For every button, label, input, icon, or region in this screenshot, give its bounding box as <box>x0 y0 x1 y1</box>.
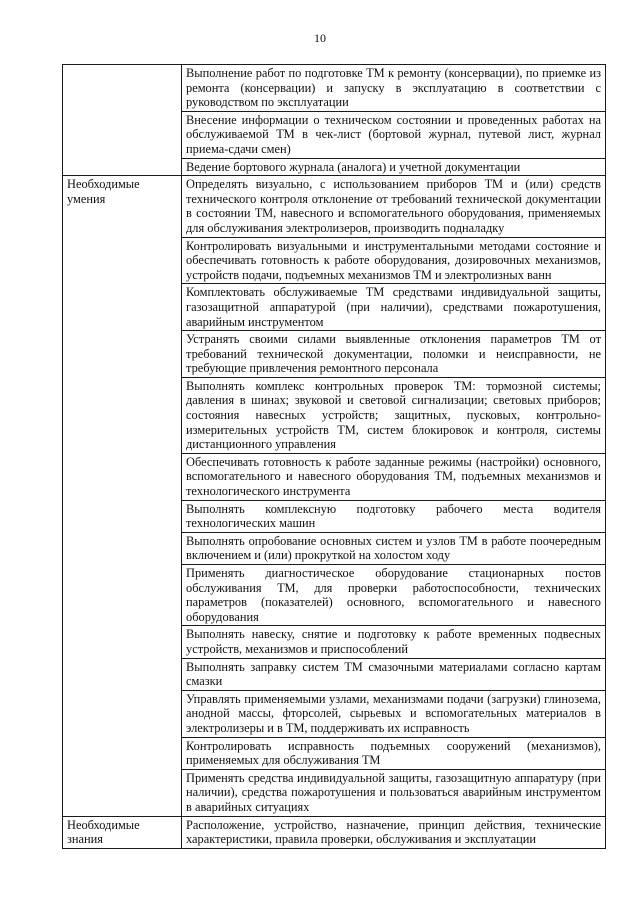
table-cell: Выполнение работ по подготовке ТМ к ремонту (консервации), по приемке из ремонта (консервации) и запуску в эксплуатацию в соответствии с руководством по эксплуатации <box>182 65 606 112</box>
table-cell: Выполнять комплексную подготовку рабочего места водителя технологических машин <box>182 500 606 532</box>
table-cell: Контролировать исправность подъемных сооружений (механизмов), применяемых для обслуживания ТМ <box>182 737 606 769</box>
section-label: Необходимые умения <box>63 176 182 816</box>
section-label <box>63 65 182 176</box>
table-cell: Управлять применяемыми узлами, механизмами подачи (загрузки) глинозема, анодной массы, фторсолей, сырьевых и вспомогательных материалов в электролизеры и в ТМ, поддерживать их исправность <box>182 690 606 737</box>
table-cell: Обеспечивать готовность к работе заданные режимы (настройки) основного, вспомогательного и навесного оборудования ТМ, подъемных механизмов и технологического инструмента <box>182 453 606 500</box>
page-number: 10 <box>314 31 326 45</box>
table-cell: Применять средства индивидуальной защиты, газозащитную аппаратуру (при наличии), средства пожаротушения и пользоваться аварийным инструментом в аварийных ситуациях <box>182 769 606 816</box>
table-cell: Внесение информации о техническом состоянии и проведенных работах на обслуживаемой ТМ в чек-лист (бортовой журнал, путевой лист, журнал приема-сдачи смен) <box>182 111 606 158</box>
table-cell: Применять диагностическое оборудование стационарных постов обслуживания ТМ, для проверки работоспособности, технических параметров (показателей) основного, вспомогательного и навесного оборудования <box>182 565 606 626</box>
table-cell: Определять визуально, с использованием приборов ТМ и (или) средств технического контроля отклонение от требований технической документации в состоянии ТМ, навесного и вспомогательного оборудования, применяемых для обслуживания электролизеров, производить подналадку <box>182 176 606 237</box>
table-cell: Выполнять заправку систем ТМ смазочными материалами согласно картам смазки <box>182 658 606 690</box>
table-cell: Выполнять комплекс контрольных проверок ТМ: тормозной системы; давления в шинах; звуковой и световой сигнализации; световых приборов; состояния навесных устройств; защитных, пусковых, контрольно-измерительных устройств ТМ, систем блокировок и контроля, системы дистанционного управления <box>182 377 606 453</box>
table-cell: Контролировать визуальными и инструментальными методами состояние и обеспечивать готовность к работе оборудования, дозировочных механизмов, устройств подачи, подъемных механизмов ТМ и электролизных ванн <box>182 237 606 284</box>
table-cell: Расположение, устройство, назначение, принцип действия, технические характеристики, правила проверки, обслуживания и эксплуатации <box>182 816 606 848</box>
requirements-table <box>62 64 606 849</box>
table-cell: Выполнять опробование основных систем и узлов ТМ в работе поочередным включением и (или) прокруткой на холостом ходу <box>182 532 606 564</box>
table-cell: Комплектовать обслуживаемые ТМ средствами индивидуальной защиты, газозащитной аппаратурой (при наличии), средствами пожаротушения, аварийным инструментом <box>182 284 606 331</box>
table-cell: Выполнять навеску, снятие и подготовку к работе временных подвесных устройств, механизмов и приспособлений <box>182 626 606 658</box>
table-cell: Ведение бортового журнала (аналога) и учетной документации <box>182 158 606 176</box>
table-cell: Устранять своими силами выявленные отклонения параметров ТМ от требований технической документации, поломки и неисправности, не требующие привлечения ремонтного персонала <box>182 331 606 378</box>
table-row <box>63 65 606 112</box>
table-row <box>63 176 606 237</box>
section-label: Необходимые знания <box>63 816 182 848</box>
table-row <box>63 816 606 848</box>
